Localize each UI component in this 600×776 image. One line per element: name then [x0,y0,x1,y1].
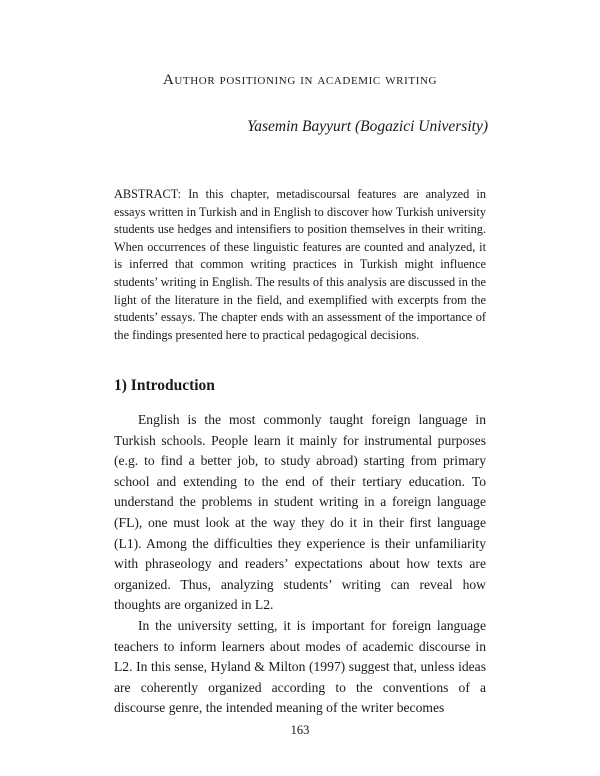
body-paragraph: English is the most commonly taught foreign language in Turkish schools. People learn it mainly for instrumental purposes (e.g. to find a better job, to study abroad) starting from primary school and extending to the end of their tertiary education. To understand the problems in student writing in a foreign language (FL), one must look at the way they do it in their first language (L1). Among the difficulties they experience is their unfamiliarity with phraseology and readers’ expectations about how texts are organized. Thus, analyzing students’ writing can reveal how thoughts are organized in L2. [114,412,486,613]
chapter-title: Author positioning in academic writing [162,72,438,88]
abstract-paragraph: ABSTRACT: In this chapter, metadiscoursal features are analyzed in essays written in Turkish and in English to discover how Turkish university students use hedges and intensifiers to position themselves in their writing. When occurrences of these linguistic features are counted and analyzed, it is inferred that common writing practices in Turkish might influence students’ writing in English. The results of this analysis are discussed in the light of the literature in the field, and exemplified with excerpts from the students’ essays. The chapter ends with an assessment of the importance of the findings presented here to practical pedagogical decisions. [114,187,486,342]
author-line: Yasemin Bayyurt (Bogazici University) [247,118,488,135]
body-text [114,410,486,719]
body-paragraph: In the university setting, it is important for foreign language teachers to inform learners about modes of academic discourse in L2. In this sense, Hyland & Milton (1997) suggest that, unless ideas are coherently organized according to the conventions of a discourse genre, the intended meaning of the writer becomes [114,617,486,716]
page-number: 163 [290,723,310,737]
section-heading: 1) Introduction [114,377,215,394]
